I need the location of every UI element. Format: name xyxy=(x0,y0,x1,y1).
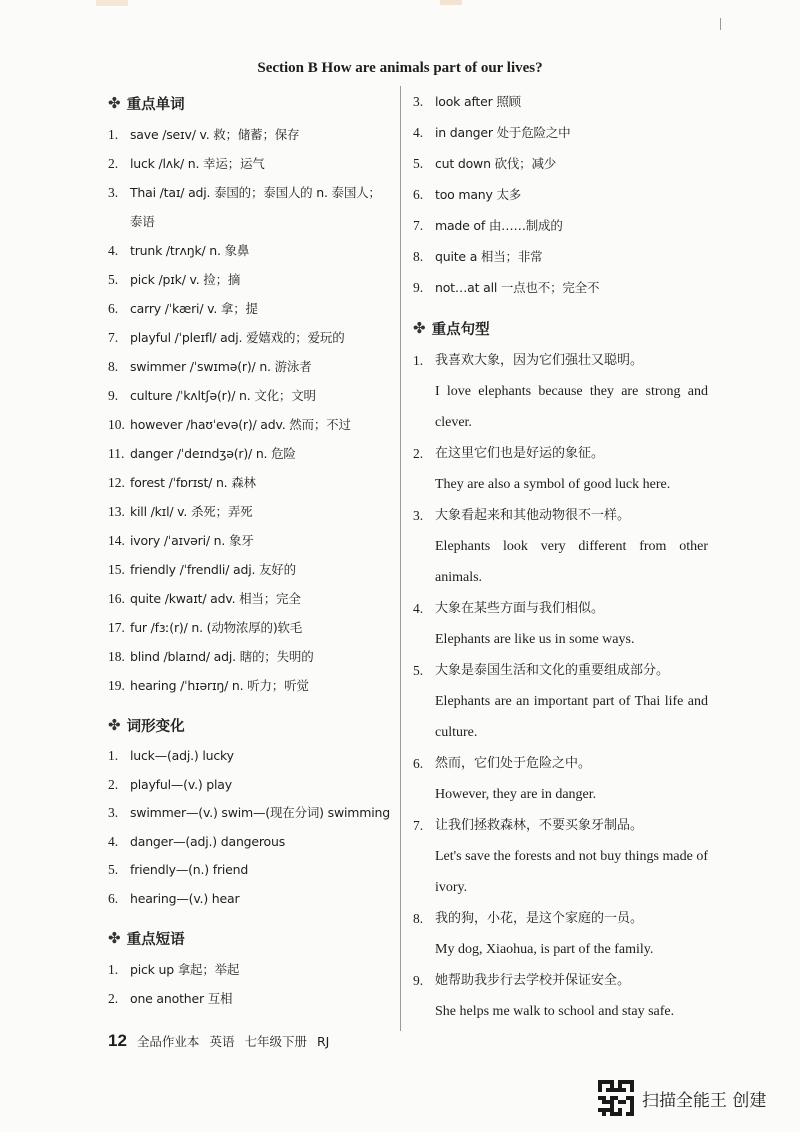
item-number: 5. xyxy=(413,663,424,678)
item-number: 11. xyxy=(108,446,125,461)
item-text: not…at all 一点也不；完全不 xyxy=(435,280,600,295)
sentence-pair xyxy=(435,593,708,655)
item-text: pick /pɪk/ v. 捡；摘 xyxy=(130,272,241,287)
item-number: 2. xyxy=(108,156,119,171)
sentence-item xyxy=(413,903,708,965)
column-divider xyxy=(400,86,401,1031)
item-number: 10. xyxy=(108,417,125,432)
vocab-item xyxy=(108,323,393,352)
item-text: playful /ˈpleɪfl/ adj. 爱嬉戏的；爱玩的 xyxy=(130,330,345,345)
grade-name: 七年级下册 xyxy=(244,1034,307,1049)
item-text: quite a 相当；非常 xyxy=(435,249,543,264)
item-number: 5. xyxy=(108,862,119,877)
item-number: 3. xyxy=(413,94,424,109)
item-text: culture /ˈkʌltʃə(r)/ n. 文化；文明 xyxy=(130,388,316,403)
item-number: 1. xyxy=(413,353,424,368)
item-text: luck /lʌk/ n. 幸运；运气 xyxy=(130,156,265,171)
item-text: forest /ˈfɒrɪst/ n. 森林 xyxy=(130,475,256,490)
sentence-chinese: 她帮助我步行去学校并保证安全。 xyxy=(435,973,631,988)
item-text: friendly /ˈfrendli/ adj. 友好的 xyxy=(130,562,296,577)
word-form-item xyxy=(108,799,393,828)
sentence-pair xyxy=(435,438,708,500)
item-text: danger /ˈdeɪndʒə(r)/ n. 危险 xyxy=(130,446,296,461)
item-number: 4. xyxy=(108,833,119,849)
item-text: friendly—(n.) friend xyxy=(130,862,249,877)
clover-icon: ✤ xyxy=(108,929,121,947)
sentence-english: However, they are in danger. xyxy=(435,787,597,802)
top-color-mark xyxy=(96,0,128,6)
item-number: 9. xyxy=(108,388,119,403)
item-number: 5. xyxy=(108,272,119,287)
sentence-pair xyxy=(435,748,708,810)
item-text: hearing /ˈhɪərɪŋ/ n. 听力；听觉 xyxy=(130,678,309,693)
section-heading-vocab: ✤ 重点单词 xyxy=(108,94,185,113)
item-text: blind /blaɪnd/ adj. 瞎的；失明的 xyxy=(130,649,314,664)
sentence-pair xyxy=(435,810,708,903)
sentence-item xyxy=(413,593,708,655)
sentence-pair xyxy=(435,903,708,965)
item-text: made of 由……制成的 xyxy=(435,218,563,233)
item-number: 8. xyxy=(108,359,119,374)
word-forms-list xyxy=(108,742,393,913)
item-number: 7. xyxy=(413,218,424,233)
item-text: trunk /trʌŋk/ n. 象鼻 xyxy=(130,243,250,258)
item-text: in danger 处于危险之中 xyxy=(435,125,571,140)
item-number: 1. xyxy=(108,748,119,763)
vocab-item xyxy=(108,671,393,700)
sentence-chinese: 让我们拯救森林，不要买象牙制品。 xyxy=(435,818,644,833)
sentence-item xyxy=(413,500,708,593)
item-number: 9. xyxy=(413,973,424,988)
item-text: too many 太多 xyxy=(435,187,522,202)
item-number: 8. xyxy=(413,911,424,926)
vocab-item xyxy=(108,294,393,323)
sentence-english: Elephants look very different from other animals. xyxy=(435,539,708,585)
item-number: 3. xyxy=(413,508,424,523)
item-text: Thai /taɪ/ adj. 泰国的；泰国人的 n. 泰国人；泰语 xyxy=(130,185,381,229)
item-number: 19. xyxy=(108,678,125,693)
item-number: 4. xyxy=(108,243,119,258)
top-color-mark xyxy=(440,0,462,5)
vocab-item xyxy=(108,178,393,236)
vocab-item xyxy=(108,236,393,265)
item-number: 17. xyxy=(108,620,125,635)
vocab-item xyxy=(108,584,393,613)
scanner-label: 扫描全能王 创建 xyxy=(642,1090,767,1111)
sentence-pair xyxy=(435,965,708,1027)
vocab-item xyxy=(108,265,393,294)
item-number: 6. xyxy=(108,301,119,316)
sentence-english: They are also a symbol of good luck here. xyxy=(435,477,671,492)
item-number: 9. xyxy=(413,280,424,295)
sentence-english: Elephants are like us in some ways. xyxy=(435,632,635,647)
sentence-chinese: 大象看起来和其他动物很不一样。 xyxy=(435,508,631,523)
item-number: 7. xyxy=(108,330,119,345)
book-name: 全品作业本 xyxy=(136,1034,200,1049)
word-form-item xyxy=(108,742,393,771)
item-number: 5. xyxy=(413,156,424,171)
sentence-item xyxy=(413,810,708,903)
item-number: 2. xyxy=(108,991,119,1006)
scanner-watermark xyxy=(598,1080,766,1116)
sentence-pair xyxy=(435,655,708,748)
vocab-item xyxy=(108,352,393,381)
sentence-english: I love elephants because they are strong and clever. xyxy=(435,384,708,430)
item-text: swimmer /ˈswɪmə(r)/ n. 游泳者 xyxy=(130,359,312,374)
sentence-item xyxy=(413,655,708,748)
sentence-item xyxy=(413,345,708,438)
item-number: 13. xyxy=(108,504,125,519)
sentence-english: My dog, Xiaohua, is part of the family. xyxy=(435,942,654,957)
left-column xyxy=(108,86,393,1013)
section-heading-sentences: ✤ 重点句型 xyxy=(413,319,490,338)
word-form-item xyxy=(108,885,393,914)
item-text: playful—(v.) play xyxy=(130,776,232,792)
sentence-item xyxy=(413,965,708,1027)
section-heading-forms: ✤ 词形变化 xyxy=(108,716,185,735)
word-form-item xyxy=(108,828,393,857)
vocab-item xyxy=(108,555,393,584)
item-number: 6. xyxy=(108,890,119,906)
sentence-chinese: 大象是泰国生活和文化的重要组成部分。 xyxy=(435,663,670,678)
sentence-english: Elephants are an important part of Thai life and culture. xyxy=(435,694,708,740)
phrase-item xyxy=(413,86,708,117)
phrase-item xyxy=(108,984,393,1013)
sentence-chinese: 我喜欢大象，因为它们强壮又聪明。 xyxy=(435,353,644,368)
item-number: 4. xyxy=(413,125,424,140)
phrase-item xyxy=(413,148,708,179)
sentence-english: She helps me walk to school and stay safe. xyxy=(435,1004,675,1019)
qr-code-icon xyxy=(598,1080,634,1116)
item-text: luck—(adj.) lucky xyxy=(130,748,234,763)
item-text: carry /ˈkæri/ v. 拿；提 xyxy=(130,301,258,316)
sentence-chinese: 大象在某些方面与我们相似。 xyxy=(435,601,605,616)
right-column xyxy=(413,86,708,1027)
section-heading-phrases: ✤ 重点短语 xyxy=(108,929,185,948)
word-form-item xyxy=(108,856,393,885)
clover-icon: ✤ xyxy=(413,319,426,337)
clover-icon: ✤ xyxy=(108,716,121,734)
item-text: save /seɪv/ v. 救；储蓄；保存 xyxy=(130,127,300,142)
item-number: 3. xyxy=(108,805,119,820)
item-number: 1. xyxy=(108,127,119,142)
vocab-list xyxy=(108,120,393,700)
clover-icon: ✤ xyxy=(108,94,121,112)
item-text: quite /kwaɪt/ adv. 相当；完全 xyxy=(130,591,301,606)
item-number: 16. xyxy=(108,591,125,606)
edition-name: RJ xyxy=(316,1034,330,1049)
phrases-list-continued xyxy=(413,86,708,303)
phrase-item xyxy=(413,210,708,241)
vocab-item xyxy=(108,497,393,526)
sentences-list xyxy=(413,345,708,1027)
sentence-chinese: 我的狗，小花，是这个家庭的一员。 xyxy=(435,911,644,926)
sentence-pair xyxy=(435,500,708,593)
item-text: danger—(adj.) dangerous xyxy=(130,833,286,849)
phrase-item xyxy=(413,179,708,210)
item-text: hearing—(v.) hear xyxy=(130,890,240,906)
phrase-item xyxy=(413,272,708,303)
item-number: 7. xyxy=(413,818,424,833)
sentence-item xyxy=(413,438,708,500)
page-footer xyxy=(108,1031,329,1051)
edge-tick xyxy=(720,18,721,30)
item-text: ivory /ˈaɪvəri/ n. 象牙 xyxy=(130,533,254,548)
phrase-item xyxy=(413,117,708,148)
page-title: Section B How are animals part of our lives? xyxy=(257,60,543,76)
vocab-item xyxy=(108,526,393,555)
phrases-list xyxy=(108,955,393,1013)
subject-name: 英语 xyxy=(209,1034,235,1049)
item-number: 15. xyxy=(108,562,125,577)
sentence-english: Let's save the forests and not buy things made of ivory. xyxy=(435,849,708,895)
item-number: 1. xyxy=(108,962,119,977)
phrase-item xyxy=(108,955,393,984)
item-number: 6. xyxy=(413,187,424,202)
item-text: one another 互相 xyxy=(130,991,233,1006)
sentence-item xyxy=(413,748,708,810)
item-number: 2. xyxy=(108,776,119,792)
item-text: kill /kɪl/ v. 杀死；弄死 xyxy=(130,504,253,519)
item-text: however /haʊˈevə(r)/ adv. 然而；不过 xyxy=(130,417,351,432)
page-number: 12 xyxy=(108,1031,127,1050)
item-text: cut down 砍伐；减少 xyxy=(435,156,557,171)
item-text: swimmer—(v.) swim—(现在分词) swimming xyxy=(130,805,390,820)
vocab-item xyxy=(108,120,393,149)
sentence-chinese: 在这里它们也是好运的象征。 xyxy=(435,446,605,461)
item-number: 6. xyxy=(413,756,424,771)
item-number: 4. xyxy=(413,601,424,616)
item-number: 3. xyxy=(108,185,119,200)
item-text: fur /fɜː(r)/ n. (动物浓厚的)软毛 xyxy=(130,620,303,635)
vocab-item xyxy=(108,381,393,410)
vocab-item xyxy=(108,613,393,642)
sentence-chinese: 然而，它们处于危险之中。 xyxy=(435,756,592,771)
vocab-item xyxy=(108,439,393,468)
vocab-item xyxy=(108,149,393,178)
item-number: 18. xyxy=(108,649,125,664)
item-number: 8. xyxy=(413,249,424,264)
item-number: 2. xyxy=(413,446,424,461)
item-number: 12. xyxy=(108,475,125,490)
item-text: look after 照顾 xyxy=(435,94,521,109)
vocab-item xyxy=(108,468,393,497)
word-form-item xyxy=(108,771,393,800)
phrase-item xyxy=(413,241,708,272)
vocab-item xyxy=(108,410,393,439)
vocab-item xyxy=(108,642,393,671)
item-number: 14. xyxy=(108,533,125,548)
item-text: pick up 拿起；举起 xyxy=(130,962,240,977)
sentence-pair xyxy=(435,345,708,438)
